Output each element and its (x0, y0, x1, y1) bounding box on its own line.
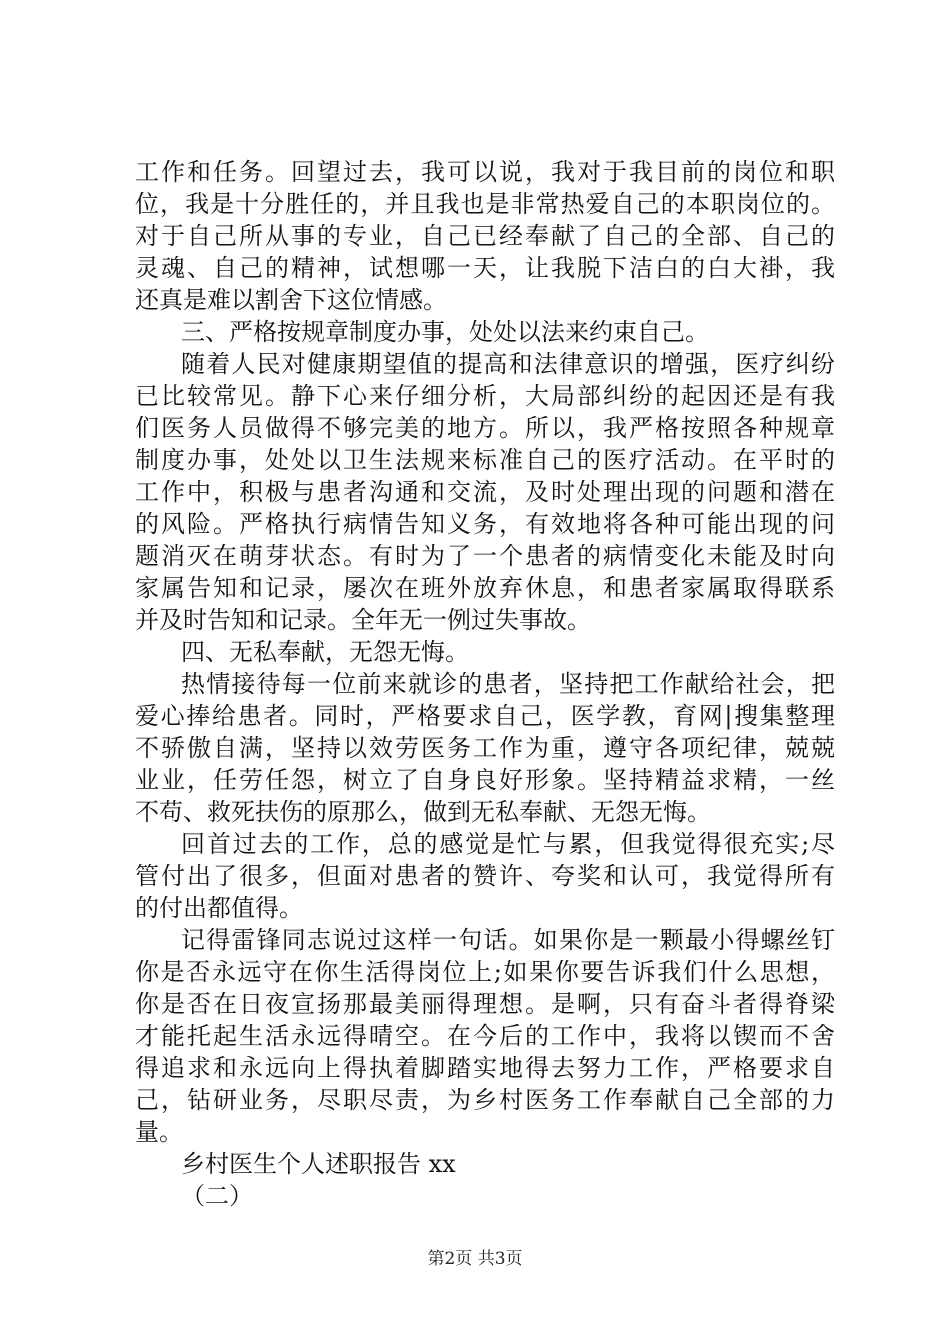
text-line: 量。 (135, 1118, 183, 1146)
document-body (135, 156, 835, 1212)
text-line: 对于自己所从事的专业，自己已经奉献了自己的全部、自己的 (135, 222, 835, 250)
text-line: 们医务人员做得不够完美的地方。所以，我严格按照各种规章 (135, 414, 835, 442)
text-line: 你是否在日夜宣扬那最美丽得理想。是啊，只有奋斗者得脊梁 (135, 990, 835, 1018)
text-line: 己，钻研业务，尽职尽责，为乡村医务工作奉献自己全部的力 (135, 1086, 835, 1114)
text-line: 还真是难以割舍下这位情感。 (135, 286, 447, 314)
text-line: （二） (181, 1182, 253, 1210)
text-line: 业业，任劳任怨，树立了自身良好形象。坚持精益求精，一丝 (135, 766, 835, 794)
text-line: 家属告知和记录，屡次在班外放弃休息，和患者家属取得联系 (135, 574, 835, 602)
text-line: 位，我是十分胜任的，并且我也是非常热爱自己的本职岗位的。 (135, 190, 835, 218)
text-line: 不骄傲自满，坚持以效劳医务工作为重，遵守各项纪律，兢兢 (135, 734, 835, 762)
text-line: 灵魂、自己的精神，试想哪一天，让我脱下洁白的白大褂，我 (135, 254, 835, 282)
text-line: 才能托起生活永远得晴空。在今后的工作中，我将以锲而不舍 (135, 1022, 835, 1050)
text-line: 爱心捧给患者。同时，严格要求自己，医学教，育网|搜集整理 (135, 702, 835, 730)
text-line: 管付出了很多，但面对患者的赞许、夸奖和认可，我觉得所有 (135, 862, 835, 890)
text-line: 随着人民对健康期望值的提高和法律意识的增强，医疗纠纷 (181, 350, 835, 378)
text-line: 得追求和永远向上得执着脚踏实地得去努力工作，严格要求自 (135, 1054, 835, 1082)
text-line: 你是否永远守在你生活得岗位上;如果你要告诉我们什么思想， (135, 958, 835, 986)
text-line: 的付出都值得。 (135, 894, 303, 922)
text-line: 工作和任务。回望过去，我可以说，我对于我目前的岗位和职 (135, 158, 835, 186)
text-line: 的风险。严格执行病情告知义务，有效地将各种可能出现的问 (135, 510, 835, 538)
text-line: 并及时告知和记录。全年无一例过失事故。 (135, 606, 591, 634)
text-line: 热情接待每一位前来就诊的患者，坚持把工作献给社会，把 (181, 670, 835, 698)
text-line: 制度办事，处处以卫生法规来标准自己的医疗活动。在平时的 (135, 446, 835, 474)
text-line: 乡村医生个人述职报告 xx (181, 1150, 456, 1178)
text-line: 三、严格按规章制度办事，处处以法来约束自己。 (181, 318, 709, 346)
text-line: 回首过去的工作，总的感觉是忙与累，但我觉得很充实;尽 (181, 830, 835, 858)
text-line: 记得雷锋同志说过这样一句话。如果你是一颗最小得螺丝钉 (181, 926, 835, 954)
text-line: 题消灭在萌芽状态。有时为了一个患者的病情变化未能及时向 (135, 542, 835, 570)
page-footer: 第2页 共3页 (427, 1249, 523, 1269)
text-line: 工作中，积极与患者沟通和交流，及时处理出现的问题和潜在 (135, 478, 835, 506)
text-line: 不苟、救死扶伤的原那么，做到无私奉献、无怨无悔。 (135, 798, 711, 826)
text-line: 四、无私奉献，无怨无悔。 (181, 638, 469, 666)
text-line: 已比较常见。静下心来仔细分析，大局部纠纷的起因还是有我 (135, 382, 835, 410)
